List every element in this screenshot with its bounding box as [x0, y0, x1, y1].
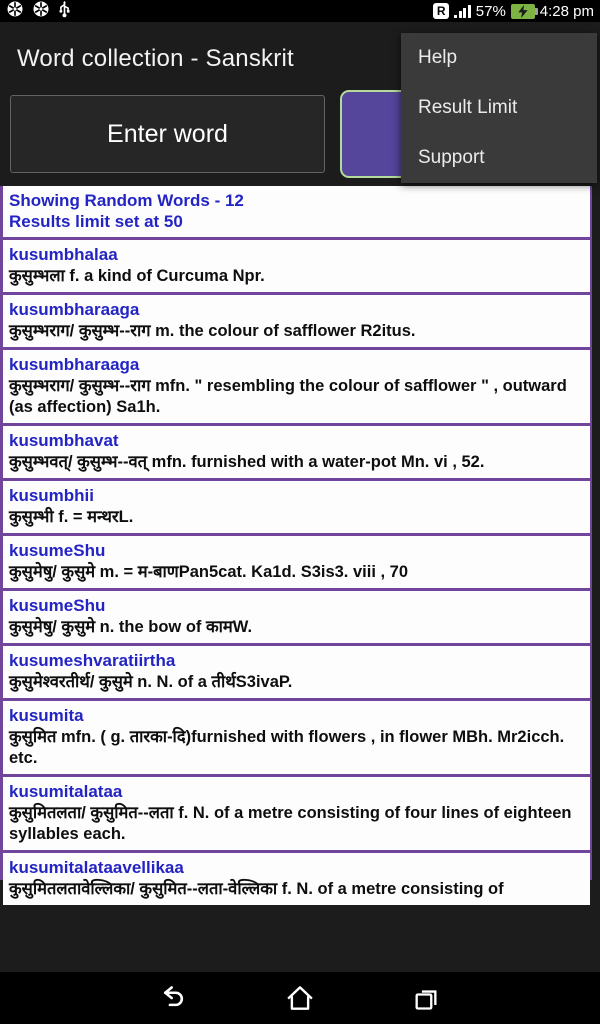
entry-word: kusumitalataa [9, 782, 123, 801]
app-window [0, 22, 600, 972]
results-info-line2: Results limit set at 50 [9, 212, 183, 231]
entry-word: kusumbhii [9, 486, 95, 505]
back-button[interactable] [159, 983, 189, 1013]
overflow-menu [401, 33, 597, 183]
list-item[interactable] [3, 533, 590, 588]
roaming-icon: R [433, 3, 449, 19]
entry-definition: कुसुमेषु/ कुसुमे n. the bow of कामW. [9, 618, 253, 636]
status-bar-left [0, 0, 71, 23]
status-bar-right [433, 3, 600, 20]
entry-definition: कुसुम्भराग/ कुसुम्भ--राग m. the colour of safflower R2itus. [9, 322, 416, 340]
entry-definition: कुसुम्भवत्/ कुसुम्भ--वत् mfn. furnished with a water-pot Mn. vi , 52. [9, 453, 485, 471]
entry-definition: कुसुम्भला f. a kind of Curcuma Npr. [9, 267, 265, 285]
list-item[interactable] [3, 478, 590, 533]
status-bar [0, 0, 600, 22]
list-item[interactable] [3, 292, 590, 347]
usb-icon [58, 0, 71, 23]
aperture-icon [32, 0, 50, 23]
entry-definition: कुसुमित mfn. ( g. तारका-दि)furnished with flowers , in flower MBh. Mr2icch. etc. [9, 728, 565, 767]
list-item[interactable] [3, 588, 590, 643]
results-info-line1: Showing Random Words - 12 [9, 191, 244, 210]
list-item[interactable] [3, 643, 590, 698]
entry-word: kusumbhalaa [9, 245, 118, 264]
list-item[interactable] [3, 347, 590, 423]
list-item[interactable] [3, 774, 590, 850]
entry-definition: कुसुमेश्वरतीर्थ/ कुसुमे n. N. of a तीर्थS3ivaP. [9, 673, 293, 691]
list-item[interactable] [3, 237, 590, 292]
navigation-bar [0, 972, 600, 1024]
entry-word: kusumita [9, 706, 84, 725]
recents-button[interactable] [411, 983, 441, 1013]
entry-definition: कुसुमितलतावेल्लिका/ कुसुमित--लता-वेल्लिका f. N. of a metre consisting of [9, 880, 504, 898]
entry-definition: कुसुमितलता/ कुसुमित--लता f. N. of a metre consisting of four lines of eighteen syllables each. [9, 804, 572, 843]
entry-word: kusumeShu [9, 541, 106, 560]
battery-percent: 57% [475, 2, 506, 20]
entry-word: kusumbhavat [9, 431, 119, 450]
entry-word: kusumbharaaga [9, 355, 140, 374]
menu-item-support[interactable]: Support [418, 147, 485, 168]
list-item[interactable] [3, 698, 590, 774]
entry-definition: कुसुम्भराग/ कुसुम्भ--राग mfn. " resembling the colour of safflower " , outward (as affection) Sa1h. [9, 377, 567, 416]
entry-definition: कुसुम्भी f. = मन्थरL. [9, 508, 134, 526]
list-item[interactable] [3, 850, 590, 905]
page-title: Word collection - Sanskrit [17, 45, 294, 72]
list-item[interactable] [3, 423, 590, 478]
entry-definition: कुसुमेषु/ कुसुमे m. = म-बाणPan5cat. Ka1d. S3is3. viii , 70 [9, 563, 409, 581]
clock: 4:28 pm [539, 2, 594, 20]
menu-item-result-limit[interactable]: Result Limit [418, 97, 518, 118]
entry-word: kusumbharaaga [9, 300, 140, 319]
entry-word: kusumeshvaratiirtha [9, 651, 176, 670]
results-info-row [3, 186, 590, 237]
home-button[interactable] [285, 983, 315, 1013]
signal-strength-icon [454, 4, 471, 18]
entry-word: kusumitalataavellikaa [9, 858, 184, 877]
menu-item-help[interactable]: Help [418, 47, 458, 68]
battery-charging-icon [511, 4, 535, 19]
aperture-icon [6, 0, 24, 23]
word-list[interactable] [0, 186, 592, 898]
enter-word-input[interactable]: Enter word [10, 95, 325, 173]
entry-word: kusumeShu [9, 596, 106, 615]
